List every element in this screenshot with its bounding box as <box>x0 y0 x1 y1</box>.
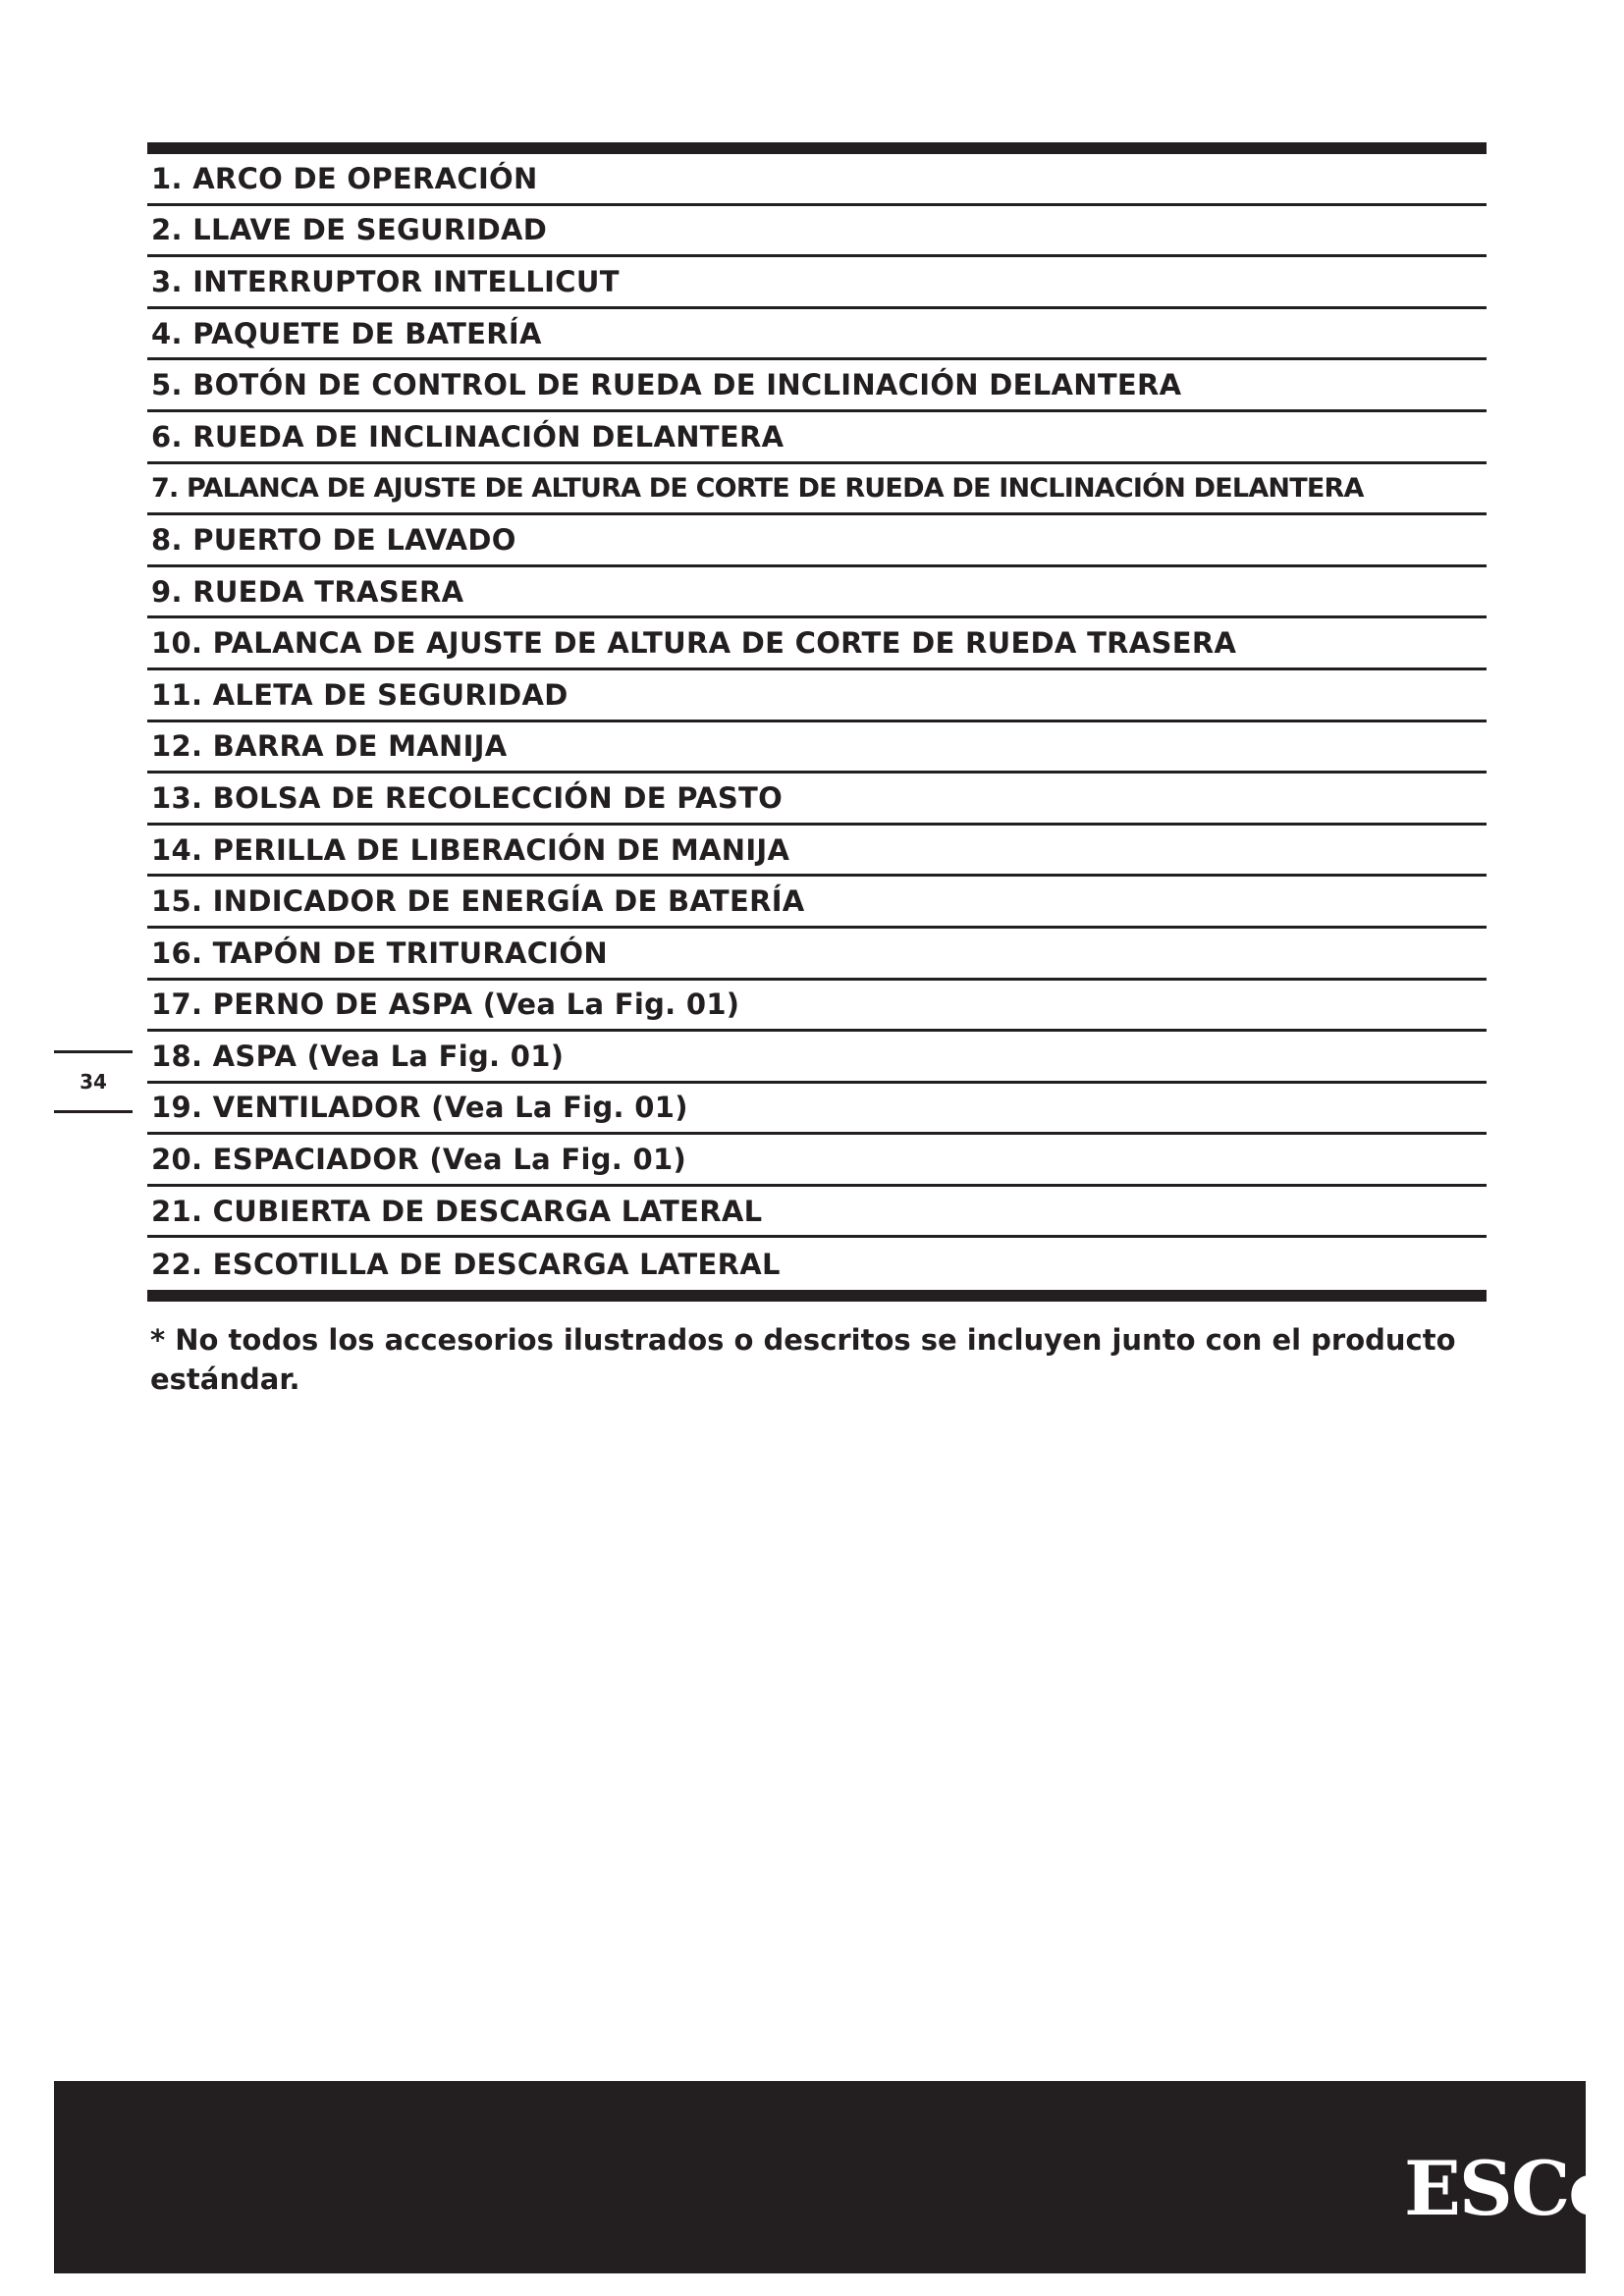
part-item-11: 11. ALETA DE SEGURIDAD <box>147 670 1487 722</box>
part-item-18: 18. ASPA (Vea La Fig. 01) <box>147 1032 1487 1084</box>
brand-logo: ESCo <box>1404 2145 1616 2232</box>
part-item-15: 15. INDICADOR DE ENERGÍA DE BATERÍA <box>147 877 1487 929</box>
footer-band <box>54 2081 1616 2273</box>
part-item-8: 8. PUERTO DE LAVADO <box>147 515 1487 567</box>
page-number: 34 <box>80 1070 107 1094</box>
page-marker <box>54 1050 133 1113</box>
page-marker-bottom-rule <box>54 1110 133 1113</box>
part-item-20: 20. ESPACIADOR (Vea La Fig. 01) <box>147 1135 1487 1187</box>
part-item-9: 9. RUEDA TRASERA <box>147 567 1487 619</box>
footnote: * No todos los accesorios ilustrados o descritos se incluyen junto con el producto estándar. <box>150 1323 1456 1396</box>
part-item-12: 12. BARRA DE MANIJA <box>147 722 1487 774</box>
part-item-2: 2. LLAVE DE SEGURIDAD <box>147 206 1487 258</box>
part-item-19: 19. VENTILADOR (Vea La Fig. 01) <box>147 1084 1487 1136</box>
part-item-13: 13. BOLSA DE RECOLECCIÓN DE PASTO <box>147 774 1487 826</box>
part-item-4: 4. PAQUETE DE BATERÍA <box>147 309 1487 361</box>
parts-list <box>147 142 1487 1302</box>
part-item-10: 10. PALANCA DE AJUSTE DE ALTURA DE CORTE DE RUEDA TRASERA <box>147 618 1487 670</box>
part-item-16: 16. TAPÓN DE TRITURACIÓN <box>147 929 1487 981</box>
part-item-7: 7. PALANCA DE AJUSTE DE ALTURA DE CORTE DE RUEDA DE INCLINACIÓN DELANTERA <box>147 464 1487 516</box>
part-item-17: 17. PERNO DE ASPA (Vea La Fig. 01) <box>147 981 1487 1033</box>
part-item-5: 5. BOTÓN DE CONTROL DE RUEDA DE INCLINACIÓN DELANTERA <box>147 360 1487 412</box>
part-item-1: 1. ARCO DE OPERACIÓN <box>147 154 1487 206</box>
part-item-6: 6. RUEDA DE INCLINACIÓN DELANTERA <box>147 412 1487 464</box>
part-item-22: 22. ESCOTILLA DE DESCARGA LATERAL <box>151 1247 781 1281</box>
part-item-3: 3. INTERRUPTOR INTELLICUT <box>147 257 1487 309</box>
part-item-21: 21. CUBIERTA DE DESCARGA LATERAL <box>147 1187 1487 1239</box>
part-item-14: 14. PERILLA DE LIBERACIÓN DE MANIJA <box>147 826 1487 878</box>
